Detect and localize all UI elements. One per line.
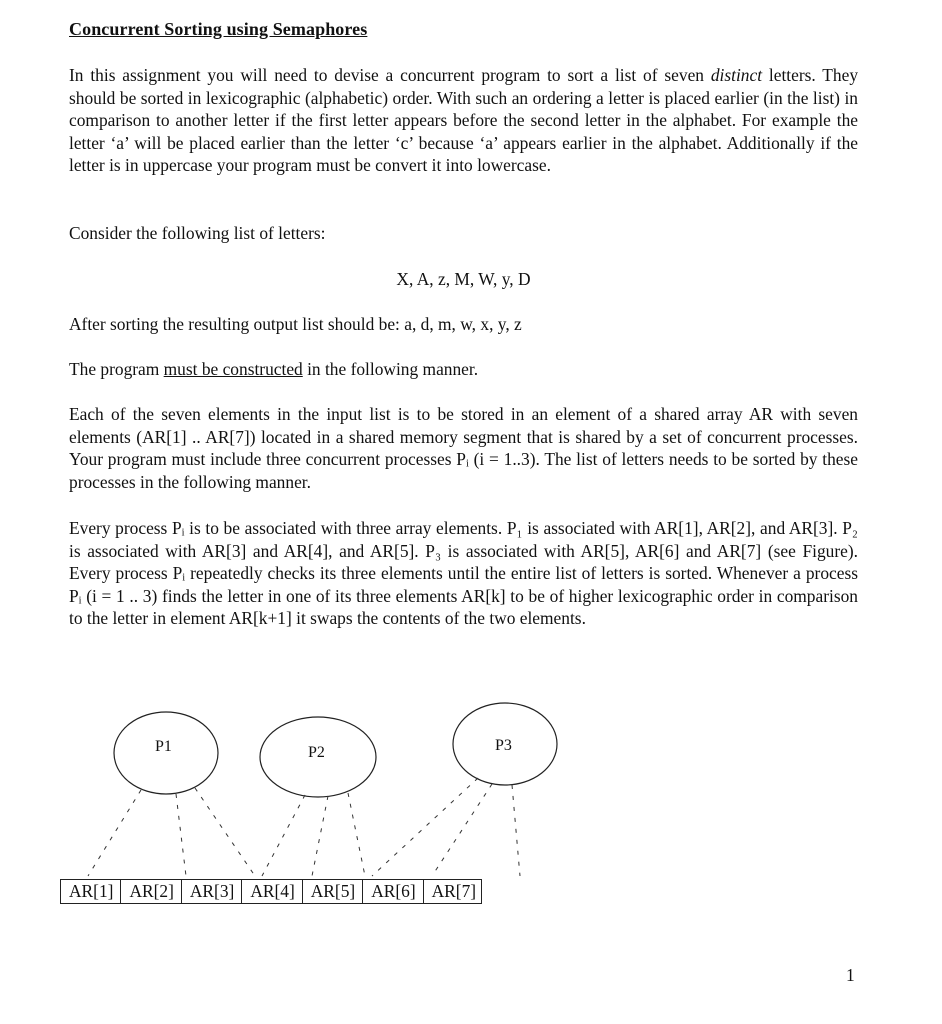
page-number: 1 (846, 965, 855, 985)
process-label-p3: P3 (495, 737, 512, 754)
process-association-paragraph: Every process Pᵢ is to be associated with three array elements. P₁ is associated with AR[1], AR[2], and AR[3]. P₂ is associated with AR[3] and AR[4], and AR[5]. P₃ is associated with AR[5], AR[6] and AR[7] (see Figure). Every process Pᵢ repeatedly checks its three elements until the entire list of letters is sorted. Whenever a process Pᵢ (i = 1 .. 3) finds the letter in one of its three elements AR[k] to be of higher lexicographic order in comparison to the letter in element AR[k+1] it swaps the contents of the two elements. (69, 518, 858, 629)
link-p2-ar4 (312, 796, 328, 876)
link-p3-ar5 (372, 778, 478, 876)
link-p1-ar3 (195, 788, 255, 876)
link-p2-ar5 (348, 793, 365, 876)
intro-text-1: In this assignment you will need to devise a concurrent program to sort a list of seven (69, 65, 711, 85)
shared-array-paragraph: Each of the seven elements in the input list is to be stored in an element of a shared array AR with seven elements (AR[1] .. AR[7]) located in a shared memory segment that is shared by a set of concurrent processes. Your program must include three concurrent processes Pᵢ (i = 1..3). The list of letters needs to be sorted by these processes in the following manner. (69, 404, 858, 492)
program-post: in the following manner. (302, 359, 479, 379)
program-underlined: must be constructed (163, 359, 303, 379)
link-p3-ar7 (512, 785, 520, 876)
link-p1-ar2 (176, 794, 186, 876)
array-cell: AR[7] (431, 881, 477, 901)
array-cell: AR[5] (303, 880, 363, 903)
array-cell: AR[4] (242, 880, 302, 903)
array-cell: AR[6] (363, 880, 423, 903)
process-label-p1: P1 (155, 738, 172, 755)
sorted-output-line: After sorting the resulting output list should be: a, d, m, w, x, y, z (69, 314, 522, 334)
document-title: Concurrent Sorting using Semaphores (69, 19, 368, 39)
consider-line: Consider the following list of letters: (69, 223, 326, 243)
array-cell: AR[3] (182, 880, 242, 903)
array-cell: AR[2] (121, 880, 181, 903)
link-p3-ar6 (432, 784, 492, 876)
array-cell: AR[1] (61, 880, 121, 903)
program-pre: The program (69, 359, 164, 379)
process-label-p2: P2 (308, 744, 325, 761)
intro-text-2: letters. They should be sorted in lexicographic (alphabetic) order. With such an ordering a letter is placed earlier (in the list) in comparison to another letter if the first letter appears before the second letter in the alphabet. For example the letter ‘a’ will be placed earlier than the letter ‘c’ because ‘a’ appears earlier in the alphabet. Additionally if the letter is in uppercase your program must be convert it into lowercase. (69, 65, 859, 176)
link-p2-ar3 (262, 795, 305, 876)
shared-array-row (60, 879, 482, 904)
input-letter-list: X, A, z, M, W, y, D (396, 269, 531, 289)
intro-emphasis: distinct (710, 65, 763, 85)
link-p1-ar1 (88, 790, 141, 876)
